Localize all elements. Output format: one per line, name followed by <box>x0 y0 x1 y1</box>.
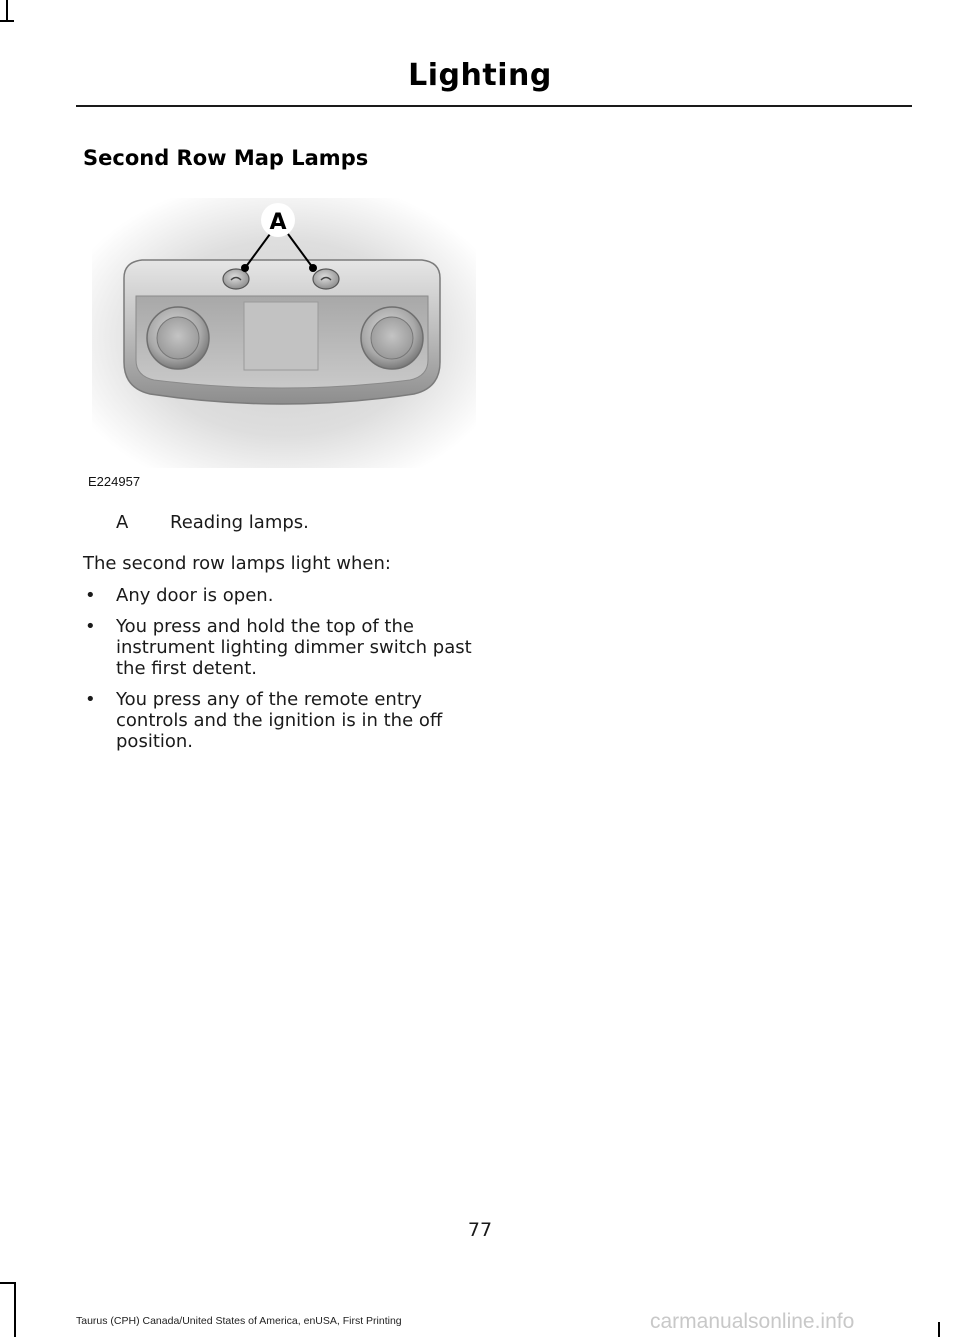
page-title: Lighting <box>408 58 552 93</box>
section-heading: Second Row Map Lamps <box>83 146 369 170</box>
callout-letter: A <box>116 512 129 533</box>
watermark: carmanualsonline.info <box>650 1310 855 1333</box>
callout-badge: A <box>269 210 287 235</box>
edition-footer: Taurus (CPH) Canada/United States of America, enUSA, First Printing <box>76 1315 402 1327</box>
page-number: 77 <box>467 1219 493 1241</box>
list-item-text: Any door is open. <box>116 585 274 606</box>
list-item <box>83 585 483 606</box>
bullet-glyph: • <box>85 585 96 606</box>
intro-paragraph: The second row lamps light when: <box>83 553 391 574</box>
bullet-glyph: • <box>85 616 96 637</box>
list-item-text: You press any of the remote entry controls and the ignition is in the off position. <box>116 689 443 752</box>
crop-mark-top-left-v <box>6 0 8 22</box>
crop-mark-bottom-left-h <box>0 1282 16 1284</box>
header-divider <box>76 105 912 107</box>
map-lamps-illustration <box>84 192 482 492</box>
conditions-list <box>83 585 483 762</box>
bullet-glyph: • <box>85 689 96 710</box>
crop-mark-bottom-right-v <box>938 1322 940 1337</box>
list-item <box>83 616 483 679</box>
figure-code: E224957 <box>88 474 141 489</box>
callout-description: Reading lamps. <box>170 512 309 533</box>
list-item-text: You press and hold the top of the instrument lighting dimmer switch past the first detent. <box>116 616 472 679</box>
crop-mark-bottom-left-v <box>14 1282 16 1337</box>
list-item <box>83 689 483 752</box>
crop-mark-top-left-h <box>0 20 14 22</box>
